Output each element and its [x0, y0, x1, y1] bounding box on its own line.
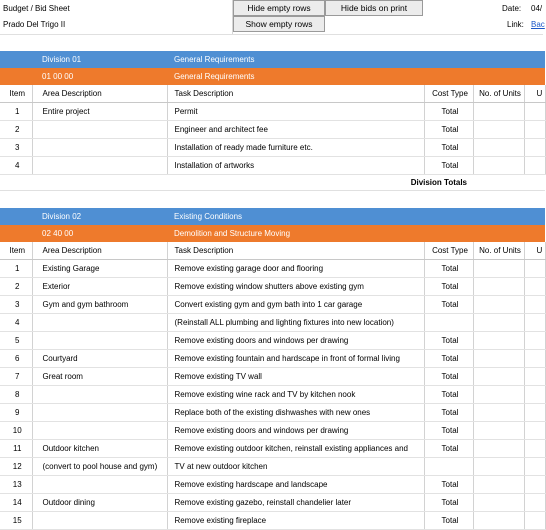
col-header-area: Area Description	[32, 242, 167, 260]
item-number-cell[interactable]: 4	[0, 314, 32, 332]
division-totals-label: Division Totals	[167, 175, 473, 191]
hide-empty-rows-button[interactable]: Hide empty rows	[233, 0, 325, 16]
subdivision-code: 02 40 00	[32, 225, 167, 242]
table-row	[0, 296, 545, 314]
task-description-cell[interactable]: Remove existing fountain and hardscape in front of formal living	[167, 350, 424, 368]
cost-type-cell[interactable]	[424, 458, 473, 476]
units-cell[interactable]	[473, 458, 524, 476]
division-header-row	[0, 208, 545, 225]
units-cell[interactable]	[473, 386, 524, 404]
item-number-cell[interactable]: 5	[0, 332, 32, 350]
area-description-cell[interactable]	[32, 512, 167, 530]
col-header-task: Task Description	[167, 85, 424, 103]
item-number-cell[interactable]: 1	[0, 103, 32, 121]
task-description-cell[interactable]: Remove existing doors and windows per drawing	[167, 332, 424, 350]
col-header-units: No. of Units	[473, 85, 524, 103]
table-row	[0, 121, 545, 139]
cost-type-cell[interactable]: Total	[424, 157, 473, 175]
area-description-cell[interactable]	[32, 476, 167, 494]
task-description-cell[interactable]: Replace both of the existing dishwashes with new ones	[167, 404, 424, 422]
col-header-cost-type: Cost Type	[424, 242, 473, 260]
division-01-table	[0, 51, 546, 191]
units-cell[interactable]	[473, 404, 524, 422]
item-number-cell[interactable]: 9	[0, 404, 32, 422]
table-row	[0, 260, 545, 278]
units-cell[interactable]	[473, 350, 524, 368]
division-02-table	[0, 208, 546, 530]
cost-type-cell[interactable]: Total	[424, 476, 473, 494]
item-number-cell[interactable]: 2	[0, 278, 32, 296]
extra-cell[interactable]	[524, 368, 545, 386]
task-description-cell[interactable]: Convert existing gym and gym bath into 1 car garage	[167, 296, 424, 314]
item-number-cell[interactable]: 1	[0, 260, 32, 278]
division-code: Division 02	[32, 208, 167, 225]
units-cell[interactable]	[473, 121, 524, 139]
extra-cell[interactable]	[524, 440, 545, 458]
area-description-cell[interactable]: Entire project	[32, 103, 167, 121]
task-description-cell[interactable]: Remove existing fireplace	[167, 512, 424, 530]
item-number-cell[interactable]: 15	[0, 512, 32, 530]
extra-cell[interactable]	[524, 386, 545, 404]
task-description-cell[interactable]: Remove existing gazebo, reinstall chandelier later	[167, 494, 424, 512]
task-description-cell[interactable]: Remove existing outdoor kitchen, reinstall existing appliances and	[167, 440, 424, 458]
extra-cell[interactable]	[524, 458, 545, 476]
subdivision-name: Demolition and Structure Moving	[167, 225, 545, 242]
item-number-cell[interactable]: 10	[0, 422, 32, 440]
cost-type-cell[interactable]: Total	[424, 440, 473, 458]
subdivision-name: General Requirements	[167, 68, 545, 85]
area-description-cell[interactable]	[32, 121, 167, 139]
task-description-cell[interactable]: Remove existing wine rack and TV by kitchen nook	[167, 386, 424, 404]
table-row	[0, 314, 545, 332]
units-cell[interactable]	[473, 512, 524, 530]
task-description-cell[interactable]: Installation of artworks	[167, 157, 424, 175]
hide-bids-on-print-button[interactable]: Hide bids on print	[325, 0, 423, 16]
table-row	[0, 103, 545, 121]
item-number-cell[interactable]: 2	[0, 121, 32, 139]
area-description-cell[interactable]	[32, 314, 167, 332]
area-description-cell[interactable]	[32, 422, 167, 440]
cost-type-cell[interactable]: Total	[424, 278, 473, 296]
extra-cell[interactable]	[524, 278, 545, 296]
subdivision-header-row	[0, 225, 545, 242]
area-description-cell[interactable]: Outdoor dining	[32, 494, 167, 512]
header-bottom-rule	[0, 34, 543, 35]
cost-type-cell[interactable]: Total	[424, 260, 473, 278]
item-number-cell[interactable]: 11	[0, 440, 32, 458]
table-row	[0, 440, 545, 458]
item-number-cell[interactable]: 14	[0, 494, 32, 512]
item-number-cell[interactable]: 6	[0, 350, 32, 368]
date-value[interactable]: 04/	[531, 4, 543, 13]
area-description-cell[interactable]: Gym and gym bathroom	[32, 296, 167, 314]
col-header-cost-type: Cost Type	[424, 85, 473, 103]
extra-cell[interactable]	[524, 296, 545, 314]
date-label: Date:	[502, 4, 522, 13]
col-header-area: Area Description	[32, 85, 167, 103]
column-header-row	[0, 85, 545, 103]
item-number-cell[interactable]: 3	[0, 139, 32, 157]
area-description-cell[interactable]: Courtyard	[32, 350, 167, 368]
sheet-title: Budget / Bid Sheet	[3, 4, 70, 13]
table-row	[0, 512, 545, 530]
units-cell[interactable]	[473, 278, 524, 296]
col-header-units: No. of Units	[473, 242, 524, 260]
item-number-cell[interactable]: 8	[0, 386, 32, 404]
task-description-cell[interactable]: Remove existing window shutters above existing gym	[167, 278, 424, 296]
task-description-cell[interactable]: Remove existing doors and windows per drawing	[167, 422, 424, 440]
units-cell[interactable]	[473, 476, 524, 494]
area-description-cell[interactable]: Great room	[32, 368, 167, 386]
table-row	[0, 422, 545, 440]
extra-cell[interactable]	[524, 422, 545, 440]
extra-cell[interactable]	[524, 121, 545, 139]
table-row	[0, 404, 545, 422]
cost-type-cell[interactable]: Total	[424, 296, 473, 314]
col-header-extra: U	[524, 85, 545, 103]
cost-type-cell[interactable]: Total	[424, 350, 473, 368]
division-header-row	[0, 51, 545, 68]
units-cell[interactable]	[473, 139, 524, 157]
units-cell[interactable]	[473, 296, 524, 314]
task-description-cell[interactable]: Installation of ready made furniture etc.	[167, 139, 424, 157]
cost-type-cell[interactable]: Total	[424, 404, 473, 422]
col-header-item: Item	[0, 85, 32, 103]
item-number-cell[interactable]: 13	[0, 476, 32, 494]
table-row	[0, 139, 545, 157]
division-separator	[0, 190, 543, 191]
area-description-cell[interactable]: Outdoor kitchen	[32, 440, 167, 458]
task-description-cell[interactable]: Remove existing garage door and flooring	[167, 260, 424, 278]
cost-type-cell[interactable]: Total	[424, 103, 473, 121]
extra-cell[interactable]	[524, 476, 545, 494]
division-name: General Requirements	[167, 51, 545, 68]
item-number-cell[interactable]: 12	[0, 458, 32, 476]
cost-type-cell[interactable]: Total	[424, 386, 473, 404]
table-row	[0, 386, 545, 404]
cost-type-cell[interactable]: Total	[424, 121, 473, 139]
task-description-cell[interactable]: Permit	[167, 103, 424, 121]
cost-type-cell[interactable]: Total	[424, 139, 473, 157]
task-description-cell[interactable]: Remove existing hardscape and landscape	[167, 476, 424, 494]
item-number-cell[interactable]: 4	[0, 157, 32, 175]
item-number-cell[interactable]: 7	[0, 368, 32, 386]
table-row	[0, 368, 545, 386]
units-cell[interactable]	[473, 494, 524, 512]
extra-cell[interactable]	[524, 512, 545, 530]
col-header-extra: U	[524, 242, 545, 260]
table-row	[0, 458, 545, 476]
area-description-cell[interactable]	[32, 139, 167, 157]
extra-cell[interactable]	[524, 260, 545, 278]
task-description-cell[interactable]: (Reinstall ALL plumbing and lighting fixtures into new location)	[167, 314, 424, 332]
extra-cell[interactable]	[524, 157, 545, 175]
cost-type-cell[interactable]: Total	[424, 332, 473, 350]
division-name: Existing Conditions	[167, 208, 545, 225]
extra-cell[interactable]	[524, 314, 545, 332]
area-description-cell[interactable]	[32, 386, 167, 404]
table-row	[0, 476, 545, 494]
units-cell[interactable]	[473, 332, 524, 350]
back-link[interactable]: Bac	[531, 20, 545, 29]
units-cell[interactable]	[473, 157, 524, 175]
extra-cell[interactable]	[524, 404, 545, 422]
extra-cell[interactable]	[524, 332, 545, 350]
column-header-row	[0, 242, 545, 260]
table-row	[0, 350, 545, 368]
units-cell[interactable]	[473, 422, 524, 440]
area-description-cell[interactable]: Exterior	[32, 278, 167, 296]
units-cell[interactable]	[473, 260, 524, 278]
cost-type-cell[interactable]: Total	[424, 422, 473, 440]
cost-type-cell[interactable]	[424, 314, 473, 332]
area-description-cell[interactable]	[32, 157, 167, 175]
units-cell[interactable]	[473, 368, 524, 386]
col-header-task: Task Description	[167, 242, 424, 260]
cost-type-cell[interactable]: Total	[424, 512, 473, 530]
area-description-cell[interactable]	[32, 332, 167, 350]
show-empty-rows-button[interactable]: Show empty rows	[233, 16, 325, 32]
link-label: Link:	[507, 20, 524, 29]
area-description-cell[interactable]: Existing Garage	[32, 260, 167, 278]
table-row	[0, 332, 545, 350]
units-cell[interactable]	[473, 314, 524, 332]
cost-type-cell[interactable]: Total	[424, 494, 473, 512]
subdivision-code: 01 00 00	[32, 68, 167, 85]
task-description-cell[interactable]: TV at new outdoor kitchen	[167, 458, 424, 476]
col-header-item: Item	[0, 242, 32, 260]
division-code: Division 01	[32, 51, 167, 68]
task-description-cell[interactable]: Remove existing TV wall	[167, 368, 424, 386]
division-totals-row	[0, 175, 545, 191]
units-cell[interactable]	[473, 103, 524, 121]
table-row	[0, 278, 545, 296]
units-cell[interactable]	[473, 440, 524, 458]
extra-cell[interactable]	[524, 103, 545, 121]
table-row	[0, 494, 545, 512]
item-number-cell[interactable]: 3	[0, 296, 32, 314]
task-description-cell[interactable]: Engineer and architect fee	[167, 121, 424, 139]
area-description-cell[interactable]	[32, 404, 167, 422]
table-row	[0, 157, 545, 175]
project-name: Prado Del Trigo II	[3, 20, 66, 29]
subdivision-header-row	[0, 68, 545, 85]
extra-cell[interactable]	[524, 350, 545, 368]
cost-type-cell[interactable]: Total	[424, 368, 473, 386]
extra-cell[interactable]	[524, 139, 545, 157]
extra-cell[interactable]	[524, 494, 545, 512]
area-description-cell[interactable]: (convert to pool house and gym)	[32, 458, 167, 476]
